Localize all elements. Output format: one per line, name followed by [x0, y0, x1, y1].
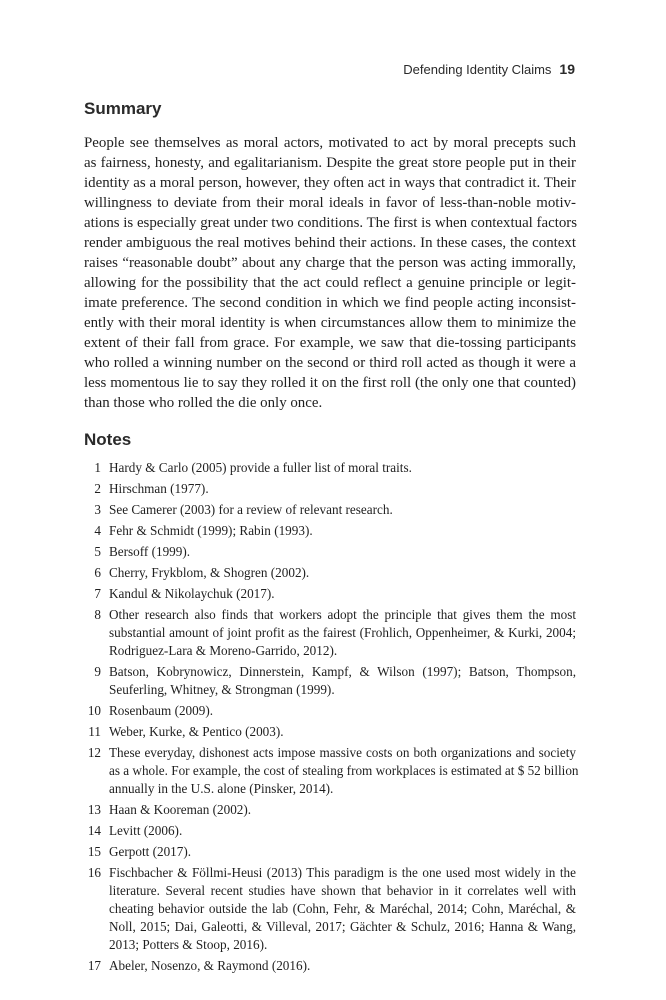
note-text-line: Fischbacher & Föllmi-Heusi (2013) This paradigm is the one used most widely in the [109, 865, 576, 880]
note-number: 10 [87, 703, 101, 718]
note-number: 9 [94, 664, 101, 679]
note-number: 11 [88, 724, 101, 739]
note-number: 16 [87, 865, 101, 880]
note-text-line: Weber, Kurke, & Pentico (2003). [109, 724, 284, 739]
note-number: 7 [94, 586, 101, 601]
note-number: 14 [87, 823, 101, 838]
note-item [84, 843, 576, 861]
note-text-line: Rosenbaum (2009). [109, 703, 214, 718]
note-item [84, 822, 576, 840]
summary-heading: Summary [84, 99, 162, 118]
summary-line: imate preference. The second condition in which we find people acting inconsist- [84, 295, 576, 311]
summary-line: than those who rolled the die only once. [84, 395, 323, 411]
running-title: Defending Identity Claims [403, 62, 552, 77]
note-item [84, 663, 576, 699]
summary-line: extent of their fall from grace. For example, we saw that die-tossing participants [84, 335, 576, 351]
note-text-line: as a whole. For example, the cost of stealing from workplaces is estimated at $ 52 billion [109, 763, 579, 778]
summary-line: less momentous lie to say they rolled it on the first roll (the only one that counted) [84, 375, 576, 391]
note-item [84, 723, 576, 741]
note-text-line: Hardy & Carlo (2005) provide a fuller list of moral traits. [109, 460, 412, 475]
note-text-line: Other research also finds that workers adopt the principle that gives them the most [109, 607, 576, 622]
summary-line: ations is especially great under two conditions. The first is when contextual factors [84, 215, 578, 231]
summary-line: willingness to deviate from their moral ideals in favor of less-than-noble motiv- [84, 195, 576, 211]
summary-line: identity as a moral person, however, they often act in ways that contradict it. Their [84, 175, 576, 191]
note-item [84, 702, 576, 720]
note-text-line: 2013; Potters & Stoop, 2016). [109, 937, 268, 952]
note-text-line: Fehr & Schmidt (1999); Rabin (1993). [109, 523, 313, 538]
note-text-line: Bersoff (1999). [109, 544, 191, 559]
note-item [84, 564, 576, 582]
notes-list [84, 459, 579, 978]
note-item [84, 744, 579, 798]
note-item [84, 801, 576, 819]
note-text-line: cheating behavior outside the lab (Cohn, Fehr, & Maréchal, 2014; Cohn, Maréchal, & [109, 901, 576, 916]
note-item [84, 522, 576, 540]
note-number: 4 [94, 523, 101, 538]
note-text-line: literature. Several recent studies have shown that behavior in it correlates well with [109, 883, 576, 898]
summary-paragraph [84, 133, 576, 413]
running-head [403, 61, 575, 77]
note-number: 6 [94, 565, 101, 580]
note-number: 3 [94, 502, 101, 517]
note-item [84, 585, 576, 603]
note-item [84, 501, 576, 519]
note-text-line: annually in the U.S. alone (Pinsker, 2014). [109, 781, 334, 796]
note-number: 2 [94, 481, 101, 496]
summary-line: raises “reasonable doubt” about any charge that the person was acting immorally, [84, 255, 576, 271]
note-text-line: Hirschman (1977). [109, 481, 209, 496]
note-text-line: Abeler, Nosenzo, & Raymond (2016). [109, 958, 311, 973]
note-text-line: See Camerer (2003) for a review of relevant research. [109, 502, 393, 517]
note-number: 1 [94, 460, 101, 475]
note-item [84, 864, 576, 954]
summary-line: ently with their moral identity is when circumstances allow them to minimize the [84, 315, 576, 331]
note-number: 12 [87, 745, 101, 760]
note-text-line: These everyday, dishonest acts impose massive costs on both organizations and society [109, 745, 576, 760]
summary-line: render ambiguous the real motives behind their actions. In these cases, the context [84, 235, 576, 251]
note-item [84, 480, 576, 498]
note-item [84, 543, 576, 561]
note-text-line: Levitt (2006). [109, 823, 183, 838]
note-item [84, 606, 576, 660]
note-number: 8 [94, 607, 101, 622]
note-number: 15 [87, 844, 101, 859]
note-item [84, 957, 576, 975]
note-item [84, 459, 576, 477]
note-text-line: substantial amount of joint profit as the fairest (Frohlich, Oppenheimer, & Kurki, 2004; [109, 625, 576, 640]
page-number: 19 [559, 61, 575, 77]
summary-line: who rolled a winning number on the second or third roll acted as though it were a [84, 355, 576, 371]
summary-line: allowing for the possibility that the act could reflect a genuine principle or legit- [84, 275, 576, 291]
note-text-line: Cherry, Frykblom, & Shogren (2002). [109, 565, 310, 580]
note-number: 17 [87, 958, 101, 973]
summary-line: People see themselves as moral actors, motivated to act by moral precepts such [84, 135, 576, 151]
note-text-line: Rodriguez-Lara & Moreno-Garrido, 2012). [109, 643, 338, 658]
note-text-line: Noll, 2015; Dai, Galeotti, & Villeval, 2017; Gächter & Schulz, 2016; Hanna & Wang, [109, 919, 576, 934]
note-text-line: Haan & Kooreman (2002). [109, 802, 252, 817]
note-text-line: Seuferling, Whitney, & Strongman (1999). [109, 682, 335, 697]
note-text-line: Gerpott (2017). [109, 844, 192, 859]
note-text-line: Kandul & Nikolaychuk (2017). [109, 586, 275, 601]
note-text-line: Batson, Kobrynowicz, Dinnerstein, Kampf, & Wilson (1997); Batson, Thompson, [109, 664, 576, 679]
note-number: 5 [94, 544, 101, 559]
notes-heading: Notes [84, 430, 132, 449]
summary-line: as fairness, honesty, and egalitarianism. Despite the great store people put in their [84, 155, 576, 171]
note-number: 13 [87, 802, 101, 817]
